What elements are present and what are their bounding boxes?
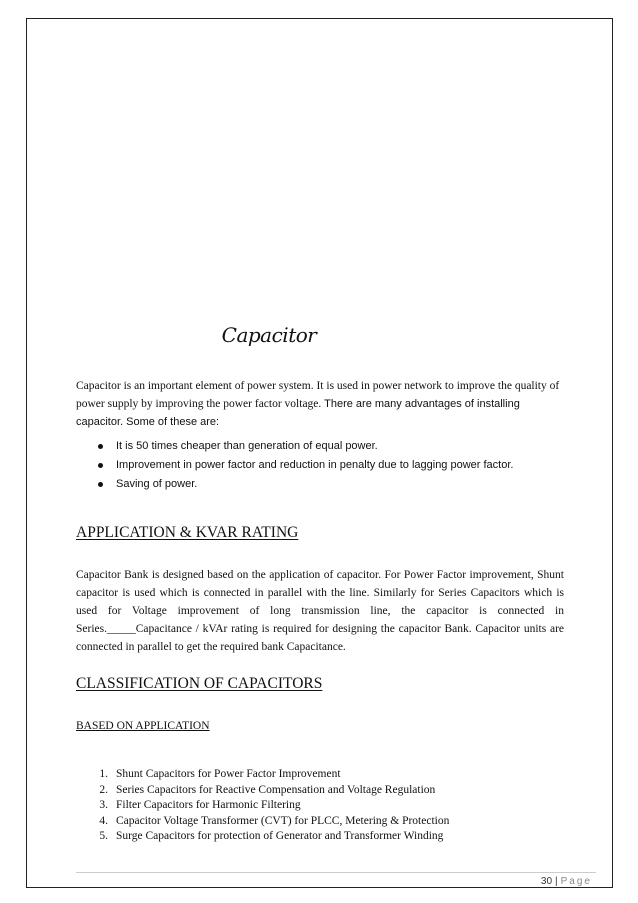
item-number: 4. — [99, 814, 108, 827]
section-heading-classification: CLASSIFICATION OF CAPACITORS — [76, 675, 323, 692]
intro-text-serif: Capacitor is an important element of power system. It is used in power network to improve the quality of power supply by improving the power factor voltage. — [76, 380, 560, 410]
page-title-text: Capacitor — [221, 323, 317, 347]
item-number: 2. — [99, 783, 108, 796]
item-text: Series Capacitors for Reactive Compensation and Voltage Regulation — [116, 783, 436, 796]
application-text-part2: Capacitance / kVAr rating is required for designing the capacitor Bank. Capacitor units are connected in parallel to get the required bank Capacitance. — [76, 623, 564, 653]
advantage-text: Saving of power. — [116, 478, 198, 490]
list-item — [76, 829, 449, 845]
footer-separator: | — [555, 876, 558, 887]
application-text-part1: Capacitor Bank is designed based on the application of capacitor. For Power Factor improvement, Shunt capacitor is used which is connected in parallel with the line. Similarly for Series Capacitors which is used for Voltage improvement of long transmission line, the capacitor is connected in Series. — [76, 569, 564, 635]
bullet-icon — [98, 444, 103, 449]
item-number: 1. — [99, 768, 108, 780]
item-text: Shunt Capacitors for Power Factor Improvement — [116, 768, 341, 780]
list-item — [76, 814, 449, 830]
list-item — [76, 783, 449, 799]
classification-list — [76, 767, 449, 845]
bullet-icon — [98, 482, 103, 487]
item-text: Capacitor Voltage Transformer (CVT) for PLCC, Metering & Protection — [116, 814, 450, 827]
page-label: Page — [560, 876, 592, 887]
page-number: 30 — [540, 876, 553, 887]
bullet-icon — [98, 463, 103, 468]
application-paragraph — [76, 566, 564, 656]
subheading-based-on-application: BASED ON APPLICATION — [76, 720, 210, 732]
list-item — [76, 456, 513, 475]
page-title — [0, 323, 638, 347]
application-blank: _____ — [106, 623, 136, 635]
item-number: 3. — [99, 799, 108, 811]
footer-divider — [76, 872, 596, 873]
advantage-text: Improvement in power factor and reduction in penalty due to lagging power factor. — [116, 459, 514, 471]
item-text: Surge Capacitors for protection of Generator and Transformer Winding — [116, 830, 444, 842]
intro-paragraph — [76, 377, 564, 431]
item-number: 5. — [99, 830, 108, 842]
item-text: Filter Capacitors for Harmonic Filtering — [116, 799, 301, 811]
list-item — [76, 798, 449, 814]
advantage-text: It is 50 times cheaper than generation of equal power. — [116, 440, 378, 452]
list-item — [76, 767, 449, 783]
list-item — [76, 437, 513, 456]
section-heading-application: APPLICATION & KVAR RATING — [76, 524, 299, 541]
page-footer — [541, 876, 592, 887]
advantages-list — [76, 437, 513, 494]
list-item — [76, 475, 513, 494]
intro-text-sans: There are many advantages of installing capacitor. Some of these are: — [76, 398, 520, 428]
